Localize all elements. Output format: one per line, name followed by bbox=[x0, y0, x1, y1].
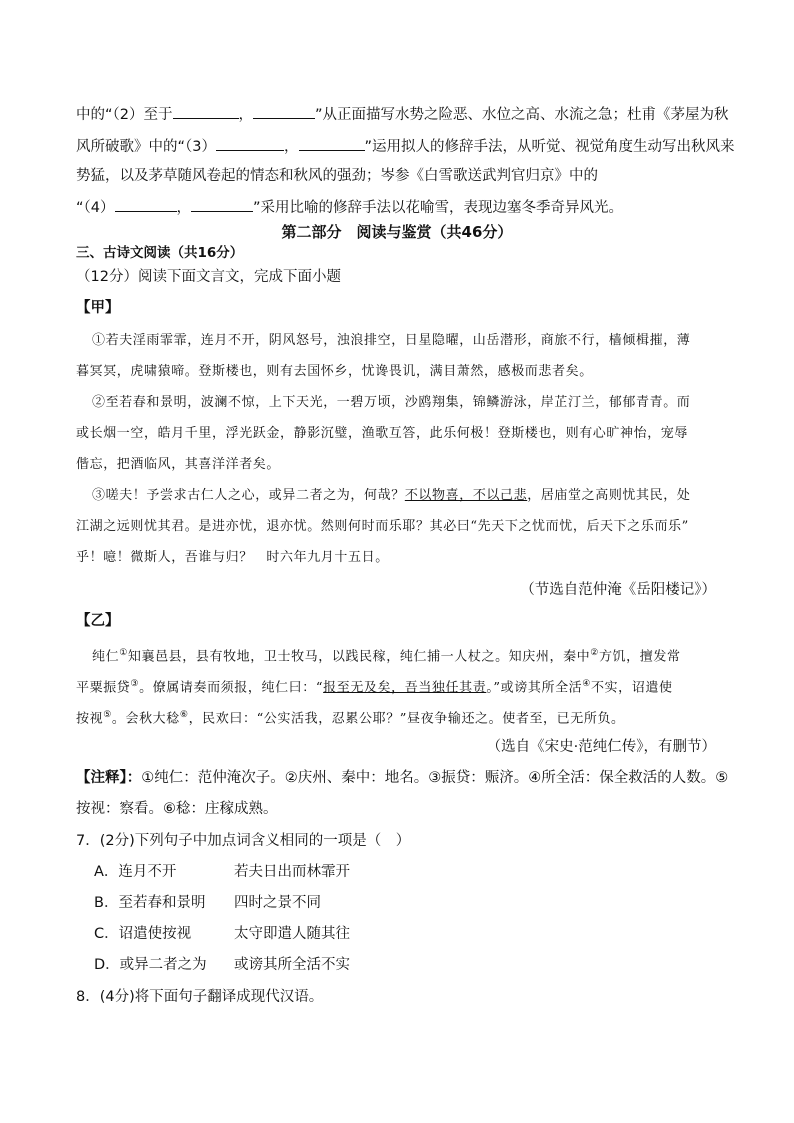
passage-line bbox=[76, 674, 726, 698]
answer-blank[interactable] bbox=[299, 135, 365, 151]
passage-line: 偕忘，把酒临风，其喜洋洋者矣。 bbox=[76, 457, 281, 472]
fill-text: 风所破歌》中的“（3） bbox=[76, 139, 216, 155]
passage-line: 暮冥冥，虎啸猿啼。登斯楼也，则有去国怀乡，忧谗畏讥，满目萧然，感极而悲者矣。 bbox=[76, 364, 593, 379]
passage-text: 方饥，擅发常 bbox=[598, 649, 681, 665]
option-text: 太守即遣人随其往 bbox=[234, 926, 350, 942]
answer-blank[interactable] bbox=[253, 103, 315, 119]
fill-text: ”从正面描写水势之险恶、水位之高、水流之急；杜甫《茅屋为秋 bbox=[315, 107, 729, 123]
passage-line: 或长烟一空，皓月千里，浮光跃金，静影沉璧，渔歌互答，此乐何极！登斯楼也，则有心旷神怡，宠辱 bbox=[76, 426, 689, 441]
answer-blank[interactable] bbox=[173, 103, 239, 119]
passage-text: ，居庙堂之高则忧其民，处 bbox=[527, 488, 691, 503]
passage-line bbox=[76, 486, 742, 506]
underlined-sentence: 不以物喜，不以己悲 bbox=[404, 488, 528, 503]
section-heading: 三、古诗文阅读（共16分） bbox=[76, 245, 244, 261]
option-b[interactable] bbox=[76, 893, 744, 913]
fill-line-4 bbox=[76, 196, 726, 218]
passage-line: ①若夫淫雨霏霏，连月不开，阴风怒号，浊浪排空，日星隐曜，山岳潜形，商旅不行，樯倾楫摧，薄 bbox=[92, 333, 691, 348]
passage-line: 江湖之远则忧其君。是进亦忧，退亦忧。然则何时而乐耶？其必曰“先天下之忧而忧，后天下之乐而乐” bbox=[76, 519, 689, 534]
passage-text: 按视 bbox=[76, 711, 104, 727]
notes-label: 【注释】： bbox=[76, 770, 142, 786]
option-d[interactable] bbox=[76, 955, 744, 975]
option-c[interactable] bbox=[76, 924, 744, 944]
passage-line: 乎！噫！微斯人，吾谁与归？ 时六年九月十五日。 bbox=[76, 550, 389, 565]
passage-line: ②至若春和景明，波澜不惊，上下天光，一碧万顷，沙鸥翔集，锦鳞游泳，岸芷汀兰，郁郁青青。而 bbox=[92, 395, 691, 410]
option-a[interactable] bbox=[76, 862, 744, 882]
option-text: A．连月不开 bbox=[94, 864, 177, 880]
question-8-stem: 8．(4分)将下面句子翻译成现代汉语。 bbox=[76, 989, 324, 1005]
passage-line bbox=[76, 643, 742, 667]
passage-text: 不实，诏遣使 bbox=[590, 680, 673, 696]
notes-text: ①纯仁：范仲淹次子。②庆州、秦中：地名。③振贷：赈济。④所全活：保全救活的人数。⑤ bbox=[141, 770, 729, 786]
fill-text: “（4） bbox=[76, 200, 115, 216]
option-text: B．至若春和景明 bbox=[94, 895, 206, 911]
instruction: （12分）阅读下面文言文，完成下面小题 bbox=[76, 269, 341, 285]
underlined-sentence: 报至无及矣，吾当独任其责 bbox=[323, 680, 487, 696]
option-text: D．或异二者之为 bbox=[94, 957, 207, 973]
passage-text: 知襄邑县，县有牧地，卫士牧马，以践民稼，纯仁捕一人杖之。知庆州，秦中 bbox=[127, 649, 591, 665]
part-heading: 第二部分 阅读与鉴赏（共46分） bbox=[281, 223, 513, 241]
footnote-mark: ④ bbox=[582, 679, 591, 689]
answer-blank[interactable] bbox=[115, 196, 177, 212]
footnote-mark: ③ bbox=[130, 679, 140, 689]
passage-text: 纯仁 bbox=[92, 649, 120, 665]
fill-text: ， bbox=[176, 200, 191, 216]
footnote-mark: ① bbox=[119, 648, 128, 658]
answer-blank[interactable] bbox=[216, 135, 284, 151]
passage-text: ③嗟夫！予尝求古仁人之心，或异二者之为，何哉？ bbox=[92, 488, 405, 503]
option-text: 四时之景不同 bbox=[234, 895, 321, 911]
footnote-mark: ⑥ bbox=[179, 710, 189, 720]
option-text: C．诏遣使按视 bbox=[94, 926, 192, 942]
passage-text: 平粟振贷 bbox=[76, 680, 131, 696]
fill-text: ， bbox=[238, 107, 253, 123]
footnote-mark: ⑤ bbox=[103, 710, 112, 720]
fill-text: ”运用拟人的修辞手法，从听觉、视觉角度生动写出秋风来 bbox=[364, 139, 735, 155]
passage-text: 。僚属请奏而须报，纯仁曰：“ bbox=[139, 680, 324, 696]
source-citation: （选自《宋史·范纯仁传》，有删节） bbox=[486, 739, 716, 755]
notes-line bbox=[76, 768, 729, 788]
fill-text: ， bbox=[284, 139, 299, 155]
source-citation: （节选自范仲淹《岳阳楼记》） bbox=[520, 582, 716, 598]
fill-text: ”采用比喻的修辞手法以花喻雪，表现边塞冬季奇异风光。 bbox=[253, 200, 624, 216]
passage-text: 。会秋大稔 bbox=[111, 711, 180, 727]
fill-line-2 bbox=[76, 135, 735, 157]
option-text: 若夫日出而林霏开 bbox=[234, 864, 350, 880]
fill-text: 中的“（2）至于 bbox=[76, 107, 173, 123]
footnote-mark: ② bbox=[590, 648, 599, 658]
passage-text: 。”或谤其所全活 bbox=[486, 680, 583, 696]
question-7-stem: 7．(2分)下列句子中加点词含义相同的一项是（ ） bbox=[76, 833, 411, 849]
fill-line-1 bbox=[76, 103, 729, 125]
passage-line bbox=[76, 705, 726, 729]
passage-label-jia: 【甲】 bbox=[76, 300, 120, 316]
answer-blank[interactable] bbox=[191, 196, 253, 212]
passage-text: ，民欢曰：“公实活我，忍累公耶？”昼夜争输还之。使者至，已无所负。 bbox=[188, 711, 625, 727]
option-text: 或谤其所全活不实 bbox=[234, 957, 350, 973]
fill-line-3: 势猛，以及茅草随风卷起的情态和秋风的强劲；岑参《白雪歌送武判官归京》中的 bbox=[76, 168, 598, 184]
passage-label-yi: 【乙】 bbox=[76, 613, 120, 629]
notes-line: 按视：察看。⑥稔：庄稼成熟。 bbox=[76, 801, 278, 817]
